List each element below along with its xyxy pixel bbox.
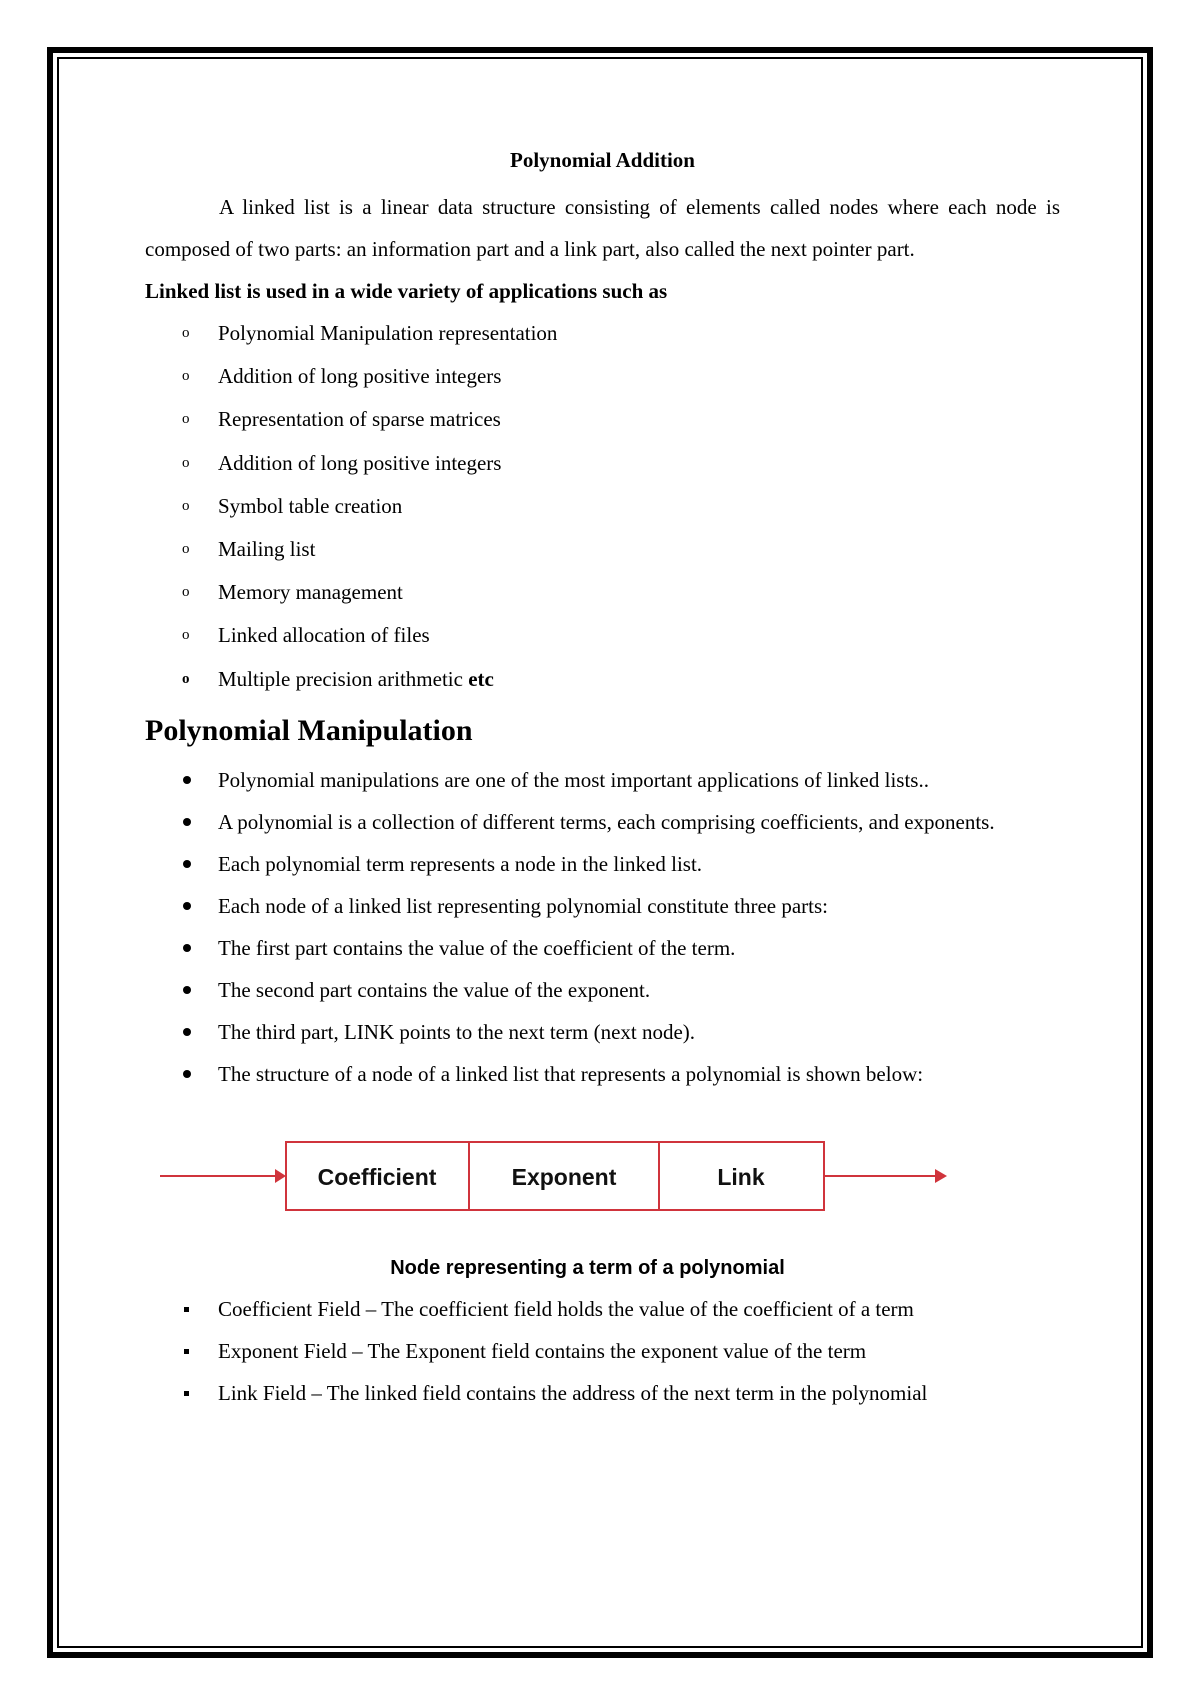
- list-item: The second part contains the value of the exponent.: [145, 969, 1060, 1011]
- list-item: o Multiple precision arithmetic etc: [145, 658, 1060, 701]
- etc-suffix: etc: [468, 666, 494, 691]
- circle-bullet-icon: o: [182, 584, 190, 601]
- list-item: o Mailing list: [145, 528, 1060, 571]
- list-item: The first part contains the value of the coefficient of the term.: [145, 927, 1060, 969]
- applications-heading: Linked list is used in a wide variety of applications such as: [145, 279, 668, 303]
- dot-bullet-icon: [183, 776, 191, 784]
- list-item: o Addition of long positive integers: [145, 355, 1060, 398]
- list-item: o Representation of sparse matrices: [145, 398, 1060, 441]
- list-item: Coefficient Field – The coefficient field holds the value of the coefficient of a term: [145, 1288, 1060, 1330]
- diagram-caption: Node representing a term of a polynomial: [390, 1256, 785, 1279]
- circle-bullet-icon: o: [182, 627, 190, 644]
- circle-bullet-icon: o: [182, 325, 190, 341]
- field-exponent: Exponent: [511, 1163, 617, 1190]
- list-item: o Polynomial Manipulation representation: [145, 312, 1060, 355]
- circle-bullet-icon: o: [182, 670, 190, 687]
- points-list: [145, 759, 1060, 1095]
- circle-bullet-icon: o: [182, 411, 190, 428]
- circle-bullet-icon: o: [182, 497, 190, 514]
- dot-bullet-icon: [183, 818, 191, 826]
- incoming-arrowhead-icon: [275, 1169, 286, 1183]
- intro-paragraph: A linked list is a linear data structure consisting of elements called nodes where each node is composed of two parts: an information part and a link part, also called the next pointer part.: [145, 195, 1060, 261]
- dot-bullet-icon: [183, 1070, 191, 1078]
- outgoing-arrowhead-icon: [935, 1169, 947, 1183]
- circle-bullet-icon: o: [182, 541, 190, 558]
- list-item: Polynomial manipulations are one of the most important applications of linked lists..: [145, 759, 1060, 801]
- list-item: o Symbol table creation: [145, 485, 1060, 528]
- section-heading: Polynomial Manipulation: [145, 713, 473, 747]
- applications-list: [145, 312, 1060, 701]
- square-bullet-icon: [184, 1307, 189, 1312]
- dot-bullet-icon: [183, 902, 191, 910]
- dot-bullet-icon: [183, 860, 191, 868]
- node-diagram-svg: [145, 1133, 1060, 1221]
- list-item: o Addition of long positive integers: [145, 442, 1060, 485]
- list-item: Link Field – The linked field contains the address of the next term in the polynomial: [145, 1372, 1060, 1414]
- circle-bullet-icon: o: [182, 368, 190, 385]
- field-descriptions-list: [145, 1288, 1060, 1414]
- list-item: o Memory management: [145, 571, 1060, 614]
- list-item: Each node of a linked list representing polynomial constitute three parts:: [145, 885, 1060, 927]
- field-link: Link: [717, 1163, 765, 1190]
- field-coefficient: Coefficient: [317, 1163, 437, 1190]
- square-bullet-icon: [184, 1391, 189, 1396]
- page-title: Polynomial Addition: [510, 148, 695, 172]
- list-item: The third part, LINK points to the next term (next node).: [145, 1011, 1060, 1053]
- square-bullet-icon: [184, 1349, 189, 1354]
- dot-bullet-icon: [183, 986, 191, 994]
- list-item: A polynomial is a collection of different terms, each comprising coefficients, and exponents.: [145, 801, 1060, 843]
- list-item: o Linked allocation of files: [145, 614, 1060, 657]
- document-body: [145, 140, 1060, 1414]
- node-structure-diagram: [145, 1133, 1060, 1221]
- list-item: The structure of a node of a linked list that represents a polynomial is shown below:: [145, 1053, 1060, 1095]
- list-item: Each polynomial term represents a node in the linked list.: [145, 843, 1060, 885]
- dot-bullet-icon: [183, 944, 191, 952]
- dot-bullet-icon: [183, 1028, 191, 1036]
- list-item: Exponent Field – The Exponent field contains the exponent value of the term: [145, 1330, 1060, 1372]
- circle-bullet-icon: o: [182, 454, 190, 471]
